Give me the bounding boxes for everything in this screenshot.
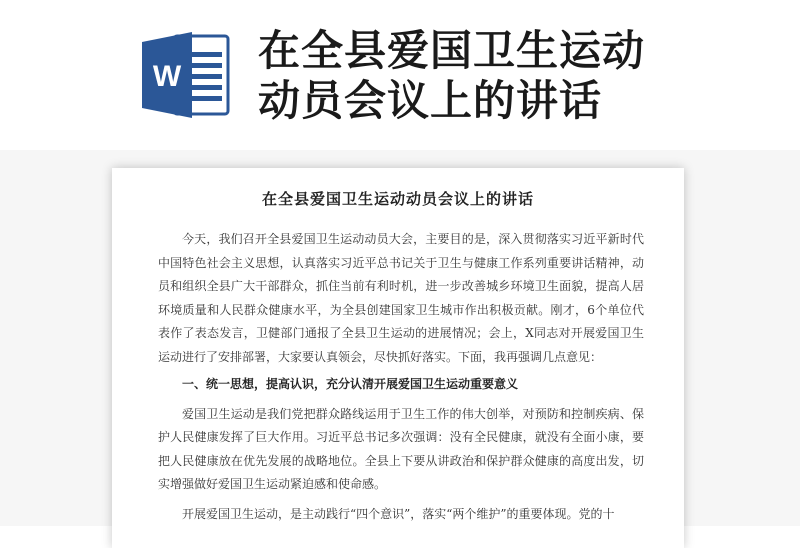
paragraph: 今天，我们召开全县爱国卫生运动动员大会，主要目的是，深入贯彻落实习近平新时代中国特色社会主义思想，认真落实习近平总书记关于卫生与健康工作系列重要讲话精神，动员和组织全县广大干部群众，抓住当前有利时机，进一步改善城乡环境卫生面貌，提高人居环境质量和人民群众健康水平，为全县创建国家卫生城市作出积极贡献。刚才，6个单位代表作了表态发言，卫健部门通报了全县卫生运动的进展情况；会上，X同志对开展爱国卫生运动进行了安排部署，大家要认真领会，尽快抓好落实。下面，我再强调几点意见： [158, 232, 644, 364]
document-page [112, 168, 684, 548]
banner-title-line2: 动员会议上的讲话 [258, 76, 603, 125]
section-heading: 一、统一思想，提高认识，充分认清开展爱国卫生运动重要意义 [182, 377, 519, 391]
banner-title [258, 26, 778, 126]
paragraph: 开展爱国卫生运动，是主动践行“四个意识”，落实“两个维护”的重要体现。党的十 [182, 506, 615, 521]
document-title: 在全县爱国卫生运动动员会议上的讲话 [261, 190, 534, 208]
word-icon [140, 30, 232, 120]
header-banner [0, 0, 800, 160]
paragraph: 爱国卫生运动是我们党把群众路线运用于卫生工作的伟大创举，对预防和控制疾病、保护人民健康发挥了巨大作用。习近平总书记多次强调：没有全民健康，就没有全面小康，要把人民健康放在优先发展的战略地位。全县上下要从讲政治和保护群众健康的高度出发，切实增强做好爱国卫生运动紧迫感和使命感。 [158, 406, 644, 491]
word-icon-letter: W [152, 60, 182, 93]
banner-title-line1: 在全县爱国卫生运动 [258, 26, 646, 75]
document-body [158, 228, 644, 526]
